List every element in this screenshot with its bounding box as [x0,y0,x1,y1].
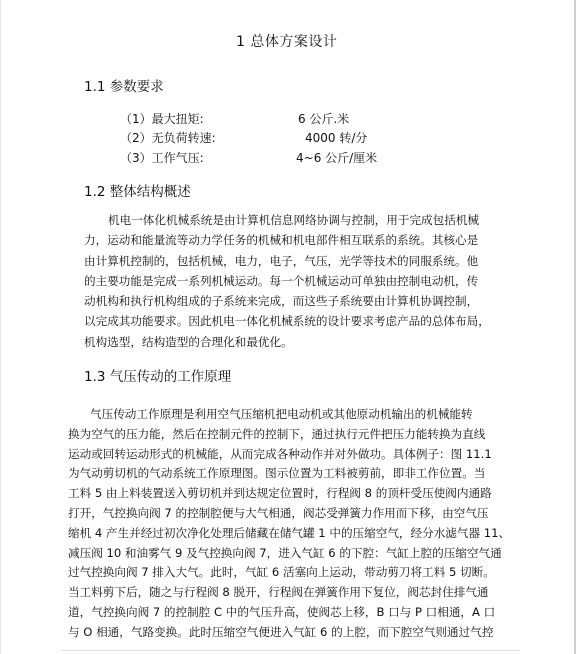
paragraph-line: 运动或回转运动形式的机械能，从而完成各种动作并对外做功。具体例子：图 11.1 [68,446,492,461]
paragraph-line: 换为空气的压力能，然后在控制元件的控制下，通过执行元件把压力能转换为直线 [68,426,486,441]
paragraph-line: 动机构和执行机构组成的子系统来完成，而这些子系统要由计算机协调控制， [84,294,479,309]
paragraph-line: 机电一体化机械系统是由计算机信息网络协调与控制，用于完成包括机械 [108,213,480,227]
paragraph-line: 力，运动和能量流等动力学任务的机械和机电部件相互联系的系统。其核心是 [84,233,479,248]
param-value: 4~6 公斤/厘米 [296,151,378,165]
paragraph-line: 由计算机控制的，包括机械，电力，电子，气压，光学等技术的同服系统。他 [84,253,479,268]
param-value: 4000 转/分 [305,131,368,145]
paragraph-line: 打开，气控换向阀 7 的控制腔便与大气相通，阀芯受弹簧力作用而下移，由空气压 [68,505,489,520]
section-heading-1-3: 1.3 气压传动的工作原理 [84,369,232,385]
page-bottom-divider [60,650,520,651]
param-label: （2）无负荷转速: [120,131,216,145]
paragraph-line: 的主要功能是完成一系列机械运动。每一个机械运动可单独由控制电动机，传 [84,273,479,288]
paragraph-line: 工料 5 由上料装置送入剪切机并到达规定位置时，行程阀 8 的顶杆受压使阀内通路 [68,486,492,501]
chapter-title: 1 总体方案设计 [236,34,338,50]
paragraph-line: 机构选型，结构造型的合理化和最优化。 [84,334,293,349]
paragraph-line: 气压传动工作原理是利用空气压缩机把电动机或其他原动机输出的机械能转 [90,407,473,421]
section-heading-1-2: 1.2 整体结构概述 [84,184,191,200]
section-heading-1-1: 1.1 参数要求 [84,79,164,95]
paragraph-working-principle [68,405,510,643]
paragraph-line: 道，气控换向阀 7 的控制腔 C 中的气压升高，使阀芯上移，B 口与 P 口相通，A 口 [68,604,496,619]
paragraph-structure-overview [84,210,490,352]
paragraph-line: 缩机 4 产生并经过初次净化处理后储藏在储气罐 1 中的压缩空气，经分水滤气器 11、 [68,525,511,540]
param-label: （1）最大扭矩: [120,112,204,126]
paragraph-line: 减压阀 10 和油雾气 9 及气控换向阀 7，进入气缸 6 的下腔：气缸上腔的压缩空气通 [68,545,502,560]
param-label: （3）工作气压: [120,151,204,165]
paragraph-line: 当工料剪下后，随之与行程阀 8 脱开，行程阀在弹簧作用下复位，阀芯封住排气通 [68,585,489,600]
paragraph-line: 与 O 相通，气路变换。此时压缩空气便进入气缸 6 的上腔，而下腔空气则通过气控 [68,624,494,639]
paragraph-line: 以完成其功能要求。因此机电一体化机械系统的设计要求考虑产品的总体布局， [84,314,490,329]
paragraph-line: 为气动剪切机的气动系统工作原理图。图示位置为工料被剪前，即非工作位置。当 [68,466,486,481]
page-left-edge [0,0,1,654]
paragraph-line: 过气控换向阀 7 排入大气。此时，气缸 6 活塞向上运动，带动剪刀将工料 5 切断。 [68,565,495,580]
param-value: 6 公斤.米 [298,112,350,126]
